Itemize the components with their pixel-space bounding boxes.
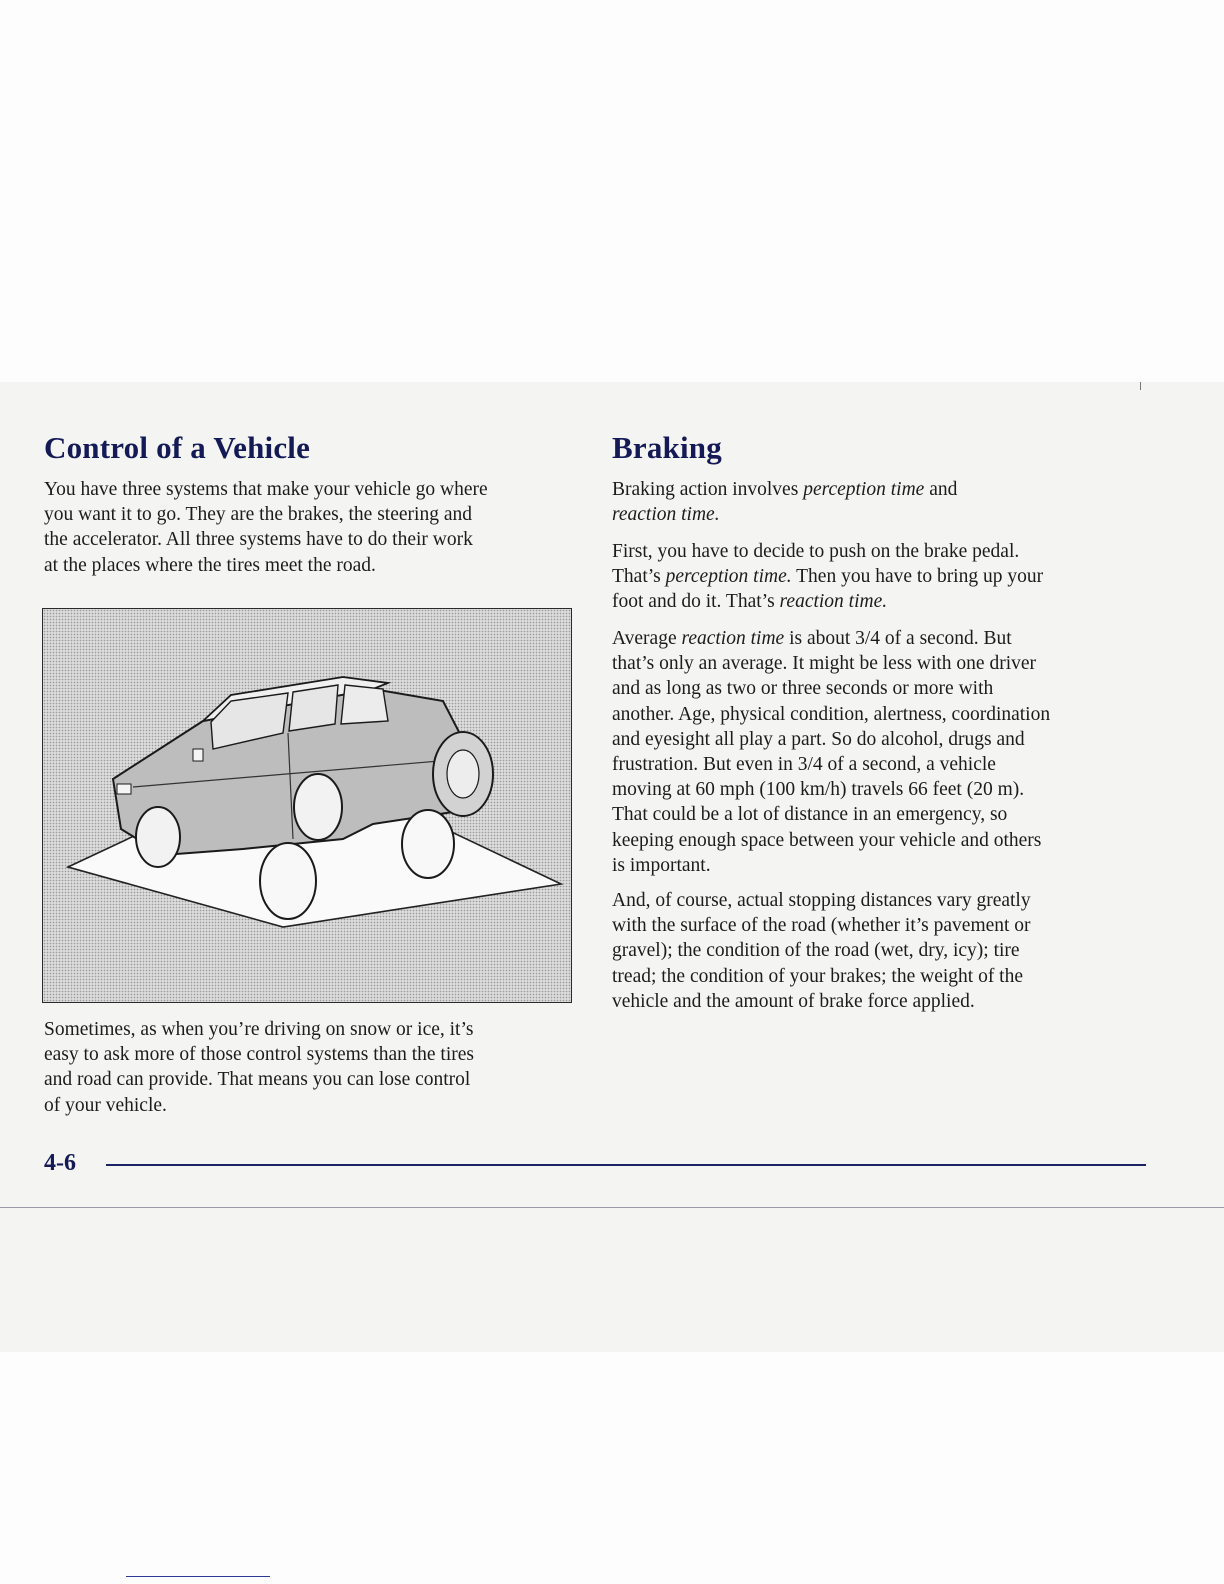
- text-line: of your vehicle.: [44, 1094, 167, 1116]
- text-run: Average: [612, 628, 682, 649]
- text-line: frustration. But even in 3/4 of a second, a vehicle: [612, 754, 996, 776]
- text-run: Then you have to bring up your: [791, 566, 1044, 588]
- vehicle-illustration: [42, 608, 572, 1003]
- text-line: is important.: [612, 854, 711, 876]
- braking-paragraph-2: [612, 539, 1043, 615]
- text-line: and eyesight all play a part. So do alcohol, drugs and: [612, 728, 1025, 750]
- control-closing-paragraph: [44, 1017, 474, 1118]
- braking-paragraph-3: [612, 626, 1050, 878]
- text-run: and: [924, 479, 958, 500]
- text-line: tread; the condition of your brakes; the weight of the: [612, 965, 1024, 987]
- text-line: And, of course, actual stopping distances vary greatly: [612, 890, 1031, 911]
- footer-rule: [106, 1164, 1146, 1166]
- braking-paragraph-4: [612, 888, 1031, 1014]
- headlight: [117, 784, 131, 794]
- page-edge-line: [0, 1207, 1224, 1208]
- crop-mark: [1140, 382, 1141, 390]
- text-line: the accelerator. All three systems have to do their work: [44, 529, 473, 551]
- section-heading-braking: Braking: [612, 430, 722, 465]
- text-line: and road can provide. That means you can lose control: [44, 1069, 471, 1091]
- front-right-wheel: [260, 843, 316, 919]
- text-line: You have three systems that make your vehicle go where: [44, 479, 488, 500]
- text-run: foot and do it. That’s: [612, 591, 780, 613]
- vehicle-drawing: [43, 609, 572, 1003]
- text-line: that’s only an average. It might be less with one driver: [612, 653, 1037, 675]
- text-line: Sometimes, as when you’re driving on snow or ice, it’s: [44, 1019, 474, 1040]
- rear-window: [289, 685, 338, 731]
- text-line: you want it to go. They are the brakes, the steering and: [44, 504, 472, 526]
- text-run: is about 3/4 of a second. But: [784, 628, 1012, 649]
- text-line: [612, 477, 957, 502]
- side-mirror: [193, 749, 203, 761]
- text-line: [612, 626, 1050, 651]
- term-perception-time: perception time: [803, 479, 925, 500]
- cargo-window: [341, 685, 388, 724]
- control-intro-paragraph: [44, 477, 488, 578]
- term-reaction-time: reaction time.: [779, 591, 888, 613]
- text-line: [612, 589, 1043, 614]
- term-reaction-time: reaction time.: [612, 504, 720, 526]
- text-line: at the places where the tires meet the road.: [44, 554, 376, 576]
- text-line: keeping enough space between your vehicle and others: [612, 829, 1042, 851]
- rear-right-wheel: [402, 810, 454, 878]
- text-line: [612, 564, 1043, 589]
- term-reaction-time: reaction time: [681, 628, 785, 649]
- text-line: gravel); the condition of the road (wet, dry, icy); tire: [612, 940, 1020, 962]
- text-line: That could be a lot of distance in an emergency, so: [612, 804, 1008, 826]
- bottom-rule: [126, 1576, 270, 1577]
- text-line: First, you have to decide to push on the brake pedal.: [612, 541, 1020, 562]
- text-run: Braking action involves: [612, 479, 804, 500]
- text-line: another. Age, physical condition, alertness, coordination: [612, 703, 1051, 725]
- text-line: easy to ask more of those control systems than the tires: [44, 1044, 474, 1066]
- text-line: and as long as two or three seconds or more with: [612, 678, 994, 700]
- rear-left-wheel: [294, 774, 342, 840]
- text-line: [612, 502, 957, 527]
- text-run: That’s: [612, 566, 666, 588]
- spare-tire-hub: [447, 750, 479, 798]
- page-number: 4-6: [44, 1150, 76, 1176]
- text-line: moving at 60 mph (100 km/h) travels 66 feet (20 m).: [612, 779, 1025, 801]
- braking-paragraph-1: [612, 477, 957, 527]
- section-heading-control: Control of a Vehicle: [44, 430, 311, 465]
- text-line: vehicle and the amount of brake force applied.: [612, 990, 975, 1012]
- text-line: with the surface of the road (whether it’s pavement or: [612, 915, 1031, 937]
- term-perception-time: perception time.: [665, 566, 792, 588]
- front-left-wheel: [136, 807, 180, 867]
